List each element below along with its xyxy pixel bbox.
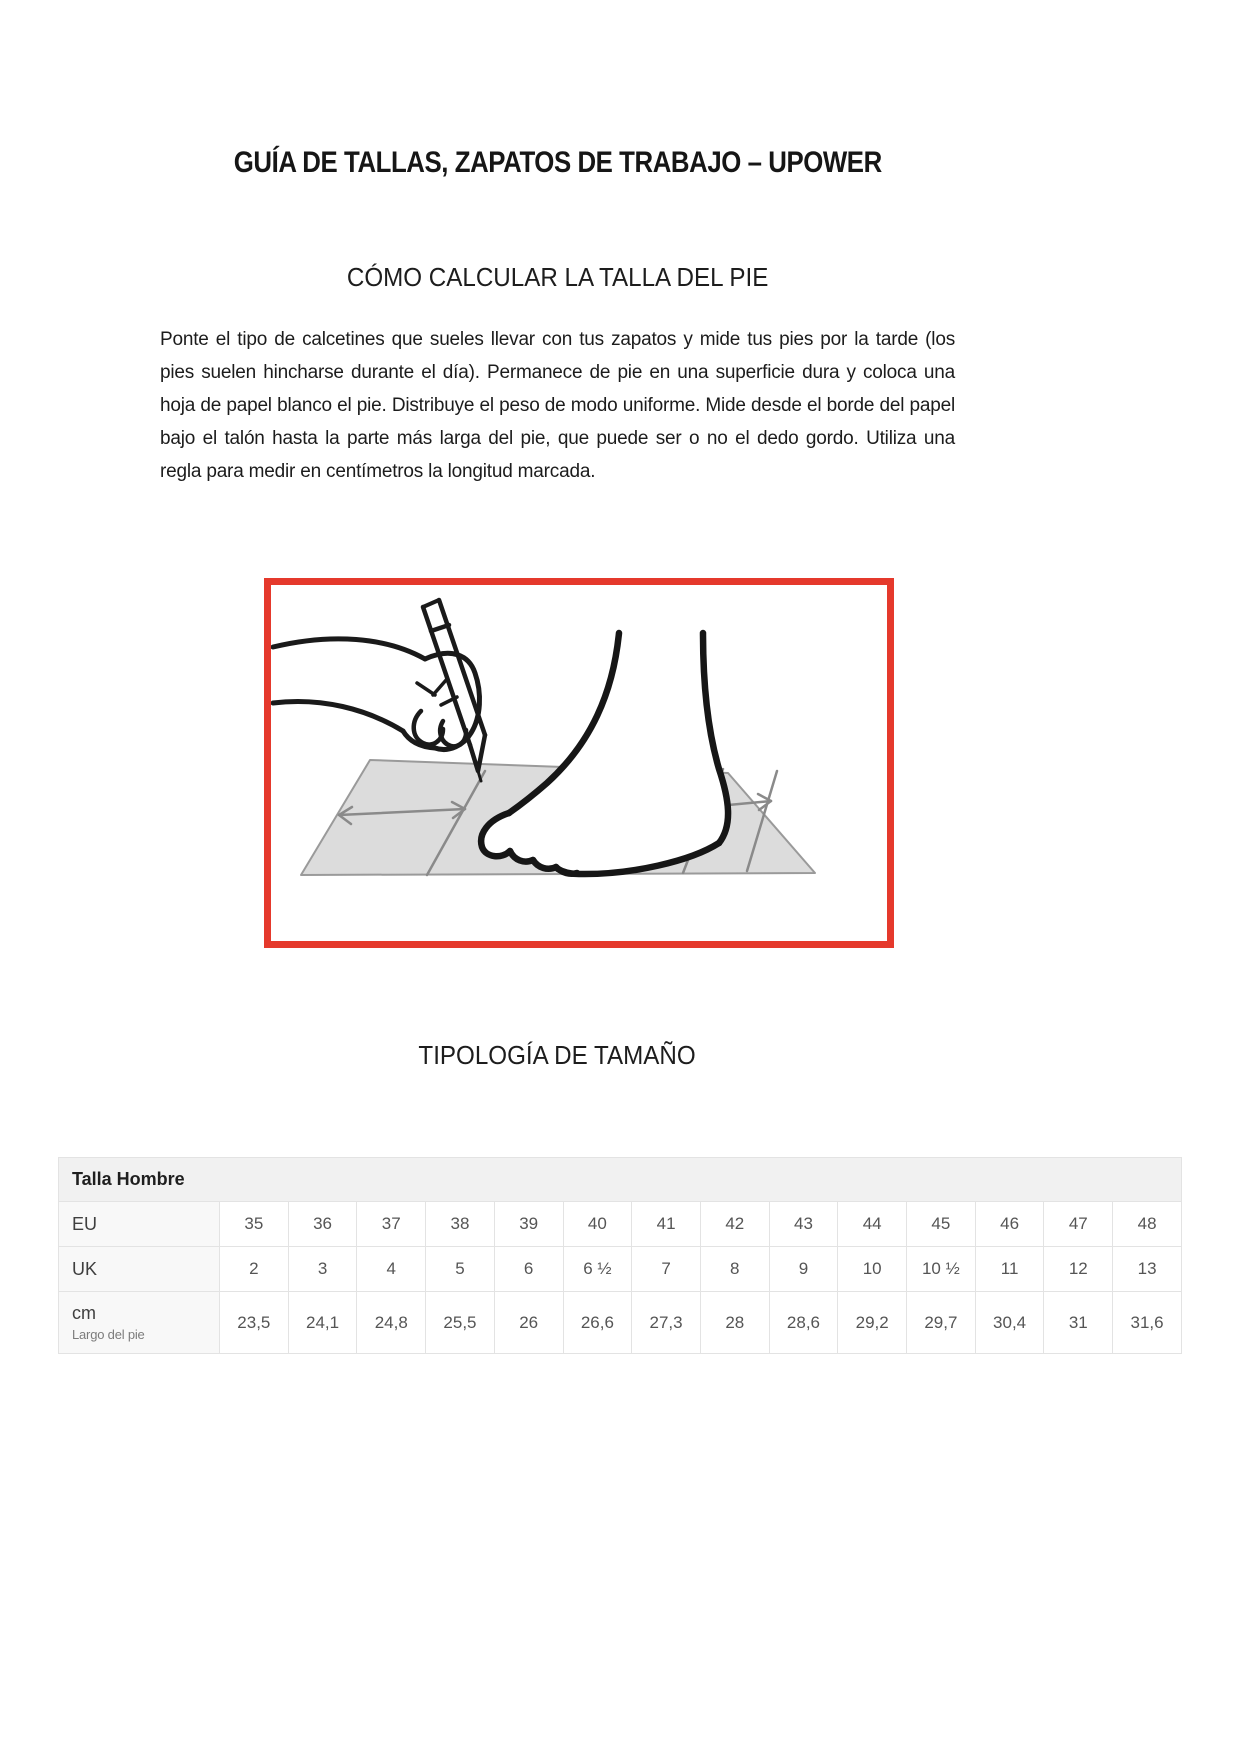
size-value-cell: 28 bbox=[700, 1292, 769, 1354]
size-typology-heading bbox=[160, 1040, 955, 1071]
hand-with-pencil bbox=[273, 600, 485, 781]
size-value-cell: 10 bbox=[838, 1247, 907, 1292]
size-value-cell: 5 bbox=[426, 1247, 495, 1292]
table-title-row bbox=[59, 1158, 1182, 1202]
size-value-cell: 39 bbox=[494, 1202, 563, 1247]
size-value-cell: 31 bbox=[1044, 1292, 1113, 1354]
size-value-cell: 11 bbox=[975, 1247, 1044, 1292]
size-value-cell: 6 bbox=[494, 1247, 563, 1292]
foot-measurement-illustration bbox=[271, 585, 887, 941]
foot bbox=[481, 633, 728, 874]
table-title: Talla Hombre bbox=[59, 1158, 1182, 1202]
size-value-cell: 37 bbox=[357, 1202, 426, 1247]
size-value-cell: 38 bbox=[426, 1202, 495, 1247]
size-value-cell: 23,5 bbox=[220, 1292, 289, 1354]
size-value-cell: 46 bbox=[975, 1202, 1044, 1247]
size-value-cell: 40 bbox=[563, 1202, 632, 1247]
size-value-cell: 29,2 bbox=[838, 1292, 907, 1354]
size-value-cell: 30,4 bbox=[975, 1292, 1044, 1354]
size-value-cell: 8 bbox=[700, 1247, 769, 1292]
row-sublabel: Largo del pie bbox=[72, 1327, 145, 1342]
table-row bbox=[59, 1247, 1182, 1292]
size-value-cell: 9 bbox=[769, 1247, 838, 1292]
size-value-cell: 3 bbox=[288, 1247, 357, 1292]
size-value-cell: 42 bbox=[700, 1202, 769, 1247]
size-value-cell: 44 bbox=[838, 1202, 907, 1247]
size-value-cell: 47 bbox=[1044, 1202, 1113, 1247]
row-label-cell bbox=[59, 1247, 220, 1292]
size-value-cell: 7 bbox=[632, 1247, 701, 1292]
page-content bbox=[160, 0, 955, 1071]
size-value-cell: 6 ½ bbox=[563, 1247, 632, 1292]
size-value-cell: 43 bbox=[769, 1202, 838, 1247]
row-label: cm bbox=[72, 1303, 96, 1323]
size-value-cell: 26 bbox=[494, 1292, 563, 1354]
size-value-cell: 36 bbox=[288, 1202, 357, 1247]
size-value-cell: 45 bbox=[907, 1202, 976, 1247]
size-value-cell: 4 bbox=[357, 1247, 426, 1292]
how-to-paragraph: Ponte el tipo de calcetines que sueles llevar con tus zapatos y mide tus pies por la tarde (los pies suelen hincharse durante el día). Permanece de pie en una superficie dura y coloca una hoja de papel blanco el pie. Distribuye el peso de modo uniforme. Mide desde el borde del papel bajo el talón hasta la parte más larga del pie, que puede ser o no el dedo gordo. Utiliza una regla para medir en centímetros la longitud marcada. bbox=[160, 329, 955, 482]
size-typology-heading-text: TIPOLOGÍA DE TAMAÑO bbox=[418, 1040, 697, 1070]
size-value-cell: 24,8 bbox=[357, 1292, 426, 1354]
how-to-heading-text: CÓMO CALCULAR LA TALLA DEL PIE bbox=[346, 262, 769, 292]
size-value-cell: 29,7 bbox=[907, 1292, 976, 1354]
row-label-cell bbox=[59, 1202, 220, 1247]
size-table-body bbox=[59, 1202, 1182, 1354]
size-value-cell: 31,6 bbox=[1113, 1292, 1182, 1354]
page-title-text: GUÍA DE TALLAS, ZAPATOS DE TRABAJO – UPOWER bbox=[233, 146, 882, 179]
size-value-cell: 12 bbox=[1044, 1247, 1113, 1292]
size-value-cell: 28,6 bbox=[769, 1292, 838, 1354]
row-label: EU bbox=[72, 1213, 98, 1234]
size-value-cell: 10 ½ bbox=[907, 1247, 976, 1292]
size-value-cell: 27,3 bbox=[632, 1292, 701, 1354]
size-value-cell: 25,5 bbox=[426, 1292, 495, 1354]
table-row bbox=[59, 1292, 1182, 1354]
how-to-heading bbox=[160, 262, 955, 293]
size-value-cell: 2 bbox=[220, 1247, 289, 1292]
size-value-cell: 24,1 bbox=[288, 1292, 357, 1354]
size-value-cell: 48 bbox=[1113, 1202, 1182, 1247]
size-value-cell: 35 bbox=[220, 1202, 289, 1247]
page-title bbox=[160, 0, 955, 180]
size-value-cell: 13 bbox=[1113, 1247, 1182, 1292]
table-row bbox=[59, 1202, 1182, 1247]
foot-measurement-figure bbox=[264, 578, 894, 948]
size-value-cell: 41 bbox=[632, 1202, 701, 1247]
row-label-cell bbox=[59, 1292, 220, 1354]
size-value-cell: 26,6 bbox=[563, 1292, 632, 1354]
size-table bbox=[58, 1157, 1182, 1354]
row-label: UK bbox=[72, 1258, 98, 1279]
